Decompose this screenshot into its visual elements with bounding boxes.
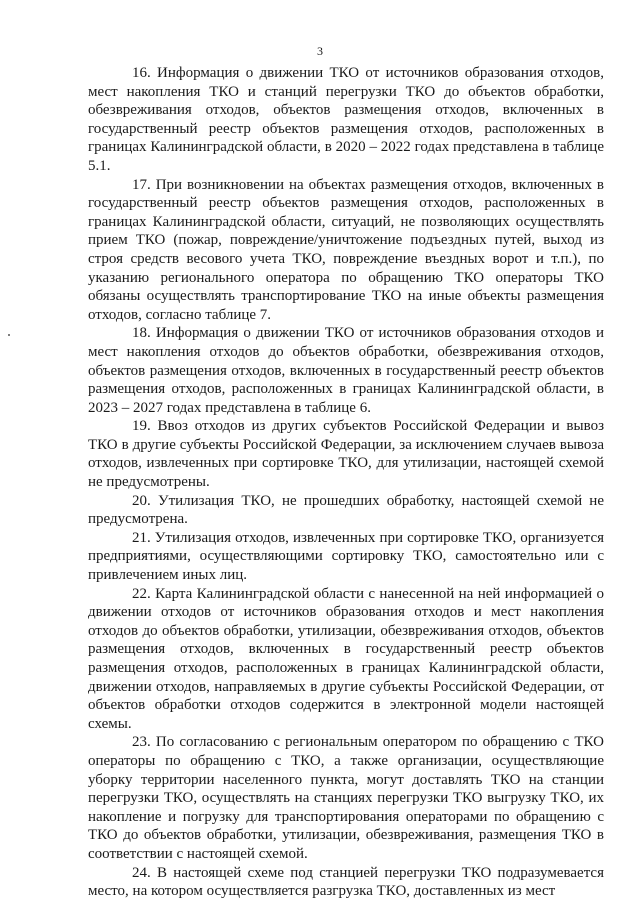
page-number: 3 [317,44,323,58]
paragraph-23: 23. По согласованию с региональным оператором по обращению с ТКО операторы по обращению с ТКО, а также организации, осуществляющие уборку территории населенного пункта, могут доставлять ТКО на станции перегрузки ТКО, осуществлять на станциях перегрузки ТКО выгрузку ТКО, их накопление и погрузку для транспортирования операторами по обращению с ТКО до объектов обработки, утилизации, обезвреживания, размещения ТКО в соответствии с настоящей схемой. [88,734,604,862]
paragraph-18: 18. Информация о движении ТКО от источников образования отходов и мест накопления отходов до объектов обработки, обезвреживания отходов, объектов размещения отходов, включенных в государственный реестр объектов размещения отходов, расположенных в границах Калининградской области, в 2023 – 2027 годах представлена в таблице 6. [88,325,604,416]
paragraph-17: 17. При возникновении на объектах размещения отходов, включенных в государственный реестр объектов размещения отходов, расположенных в границах Калининградской области, ситуаций, не позволяющих осуществлять прием ТКО (пожар, повреждение/уничтожение подъездных путей, выход из строя средств весового учета ТКО, повреждение въездных ворот и т.п.), по указанию регионального оператора по обращению ТКО операторы ТКО обязаны осуществлять транспортирование ТКО на иные объекты размещения отходов, согласно таблице 7. [88,176,604,323]
paragraph-24: 24. В настоящей схеме под станцией перегрузки ТКО подразумевается место, на котором осуществляется разгрузка ТКО, доставленных из мест [88,864,604,900]
paragraph-21: 21. Утилизация отходов, извлеченных при сортировке ТКО, организуется предприятиями, осуществляющими сортировку ТКО, самостоятельно или с привлечением иных лиц. [88,529,604,584]
paragraph-22: 22. Карта Калининградской области с нанесенной на ней информацией о движении отходов от источников образования отходов и мест накопления отходов до объектов обработки, утилизации, обезвреживания отходов, объектов размещения отходов, включенных в государственный реестр объектов размещения отходов, расположенных в границах Калининградской области, движении отходов, направляемых в другие субъекты Российской Федерации, от объектов обработки отходов содержится в электронной модели настоящей схемы. [88,585,604,732]
margin-mark [8,334,10,336]
paragraph-19: 19. Ввоз отходов из других субъектов Российской Федерации и вывоз ТКО в другие субъекты Российской Федерации, за исключением случаев вывоза отходов, извлеченных при сортировке ТКО, для утилизации, настоящей схемой не предусмотрены. [88,418,604,491]
paragraph-16: 16. Информация о движении ТКО от источников образования отходов, мест накопления ТКО и станций перегрузки ТКО до объектов обработки, обезвреживания отходов, объектов размещения отходов, включенных в государственный реестр объектов размещения отходов, расположенных в границах Калининградской области, в 2020 – 2022 годах представлена в таблице 5.1. [88,65,604,174]
document-body [88,64,604,901]
paragraph-20: 20. Утилизация ТКО, не прошедших обработку, настоящей схемой не предусмотрена. [88,492,604,528]
